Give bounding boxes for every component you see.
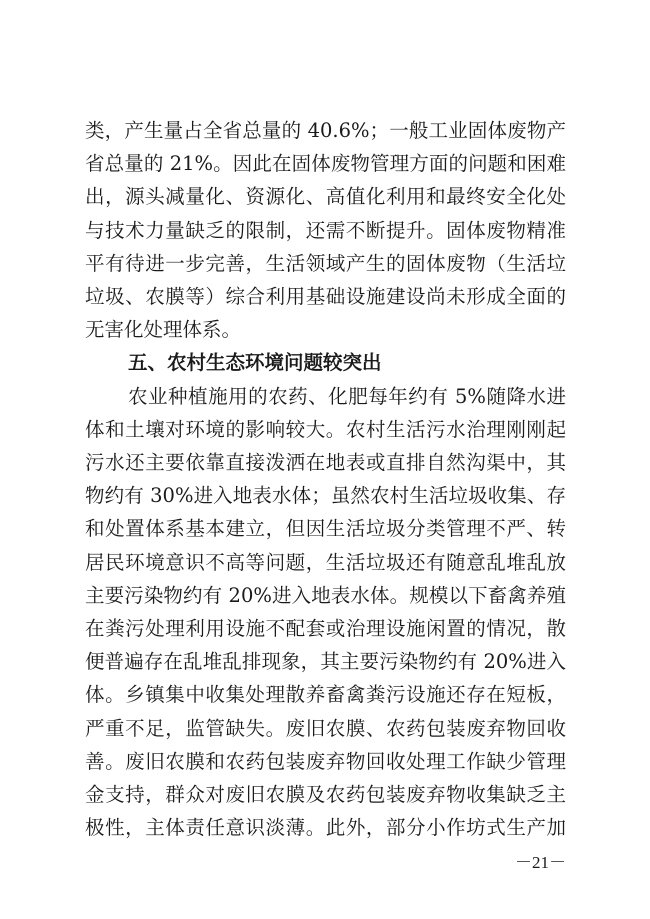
text-line: 与技术力量缺乏的限制，还需不断提升。固体废物精准: [85, 218, 566, 242]
text-line: 污水还主要依靠直接泼洒在地表或直排自然沟渠中，其: [85, 451, 566, 474]
text-line: 出，源头减量化、资源化、高值化利用和最终安全化处: [85, 185, 566, 209]
text-line: 农业种植施用的农药、化肥每年约有 5%随降水进: [128, 384, 566, 408]
text-line: 极性，主体责任意识淡薄。此外，部分小作坊式生产加: [85, 816, 566, 840]
text-line: 平有待进一步完善，生活领域产生的固体废物（生活垃: [85, 251, 566, 275]
text-line: 严重不足，监管缺失。废旧农膜、农药包装废弃物回收: [85, 716, 566, 740]
text-line: 主要污染物约有 20%进入地表水体。规模以下畜禽养殖: [85, 583, 566, 607]
text-line: 物约有 30%进入地表水体；虽然农村生活垃圾收集、存: [85, 484, 566, 508]
section-heading: 五、农村生态环境问题较突出: [128, 351, 382, 375]
text-line: 居民环境意识不高等问题，生活垃圾还有随意乱堆乱放: [85, 550, 566, 574]
text-line: 体和土壤对环境的影响较大。农村生活污水治理刚刚起: [85, 417, 566, 441]
text-line: 和处置体系基本建立，但因生活垃圾分类管理不严、转: [85, 517, 566, 541]
text-line: 垃圾、农膜等）综合利用基础设施建设尚未形成全面的: [85, 285, 566, 308]
text-line: 无害化处理体系。: [85, 318, 242, 342]
text-line: 在粪污处理利用设施不配套或治理设施闲置的情况，散: [85, 617, 566, 640]
text-line: 善。废旧农膜和农药包装废弃物回收处理工作缺少管理: [85, 749, 566, 773]
text-line: 金支持，群众对废旧农膜及农药包装废弃物收集缺乏主: [85, 783, 566, 806]
text-line: 类，产生量占全省总量的 40.6%；一般工业固体废物产: [85, 119, 566, 142]
text-line: 省总量的 21%。因此在固体废物管理方面的问题和困难: [85, 152, 566, 176]
page-number: －21－: [515, 853, 566, 872]
text-line: 便普遍存在乱堆乱排现象，其主要污染物约有 20%进入: [85, 650, 566, 674]
text-line: 体。乡镇集中收集处理散养畜禽粪污设施还存在短板，: [85, 683, 566, 707]
